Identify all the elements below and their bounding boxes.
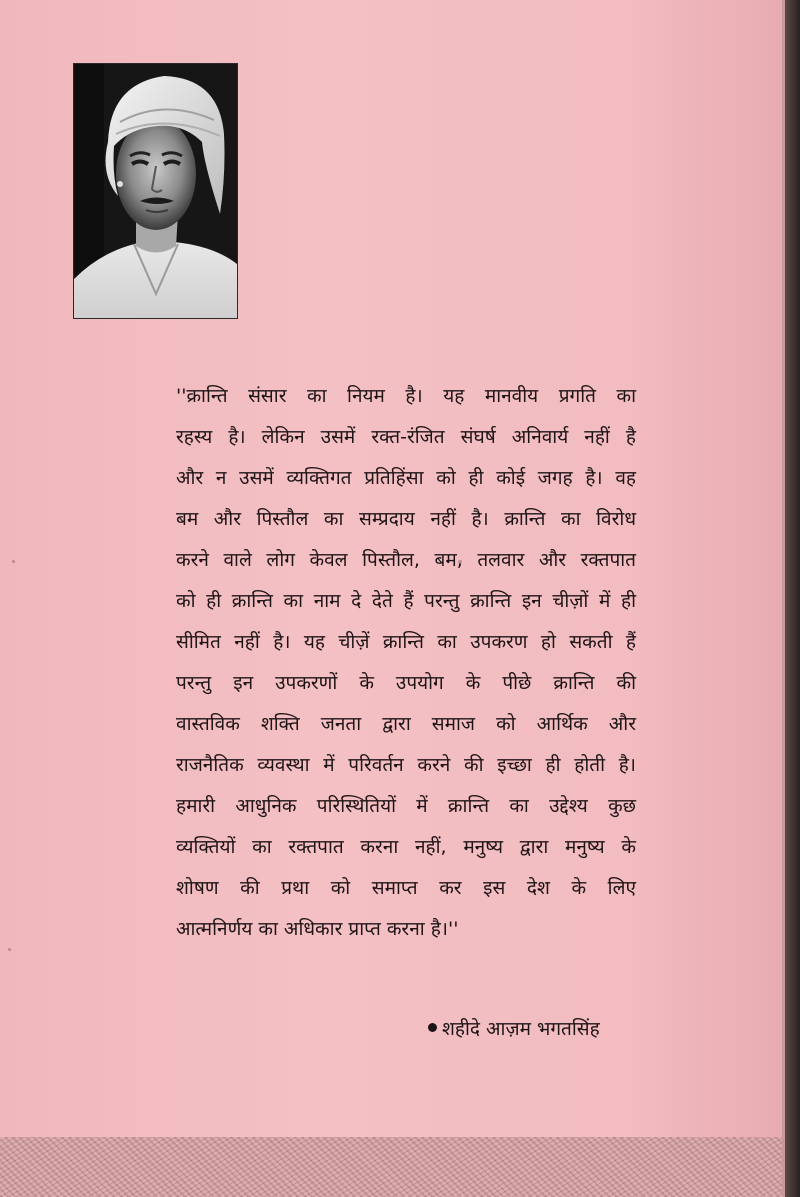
paper-speck (12, 560, 15, 563)
quote-line: शोषण की प्रथा को समाप्त कर इस देश के लिए (176, 877, 636, 899)
quote-line: आत्मनिर्णय का अधिकार प्राप्त करना है।'' (176, 918, 459, 940)
quote-line: रहस्य है। लेकिन उसमें रक्त-रंजित संघर्ष अनिवार्य नहीं है (176, 426, 636, 448)
quote-line: करने वाले लोग केवल पिस्तौल, बम, तलवार और रक्तपात (176, 549, 636, 571)
portrait-photo-icon (74, 64, 237, 318)
portrait-photo (74, 64, 237, 318)
quote-line: हमारी आधुनिक परिस्थितियों में क्रान्ति का उद्देश्य कुछ (176, 795, 636, 817)
quote-line: को ही क्रान्ति का नाम दे देते हैं परन्तु क्रान्ति इन चीज़ों में ही (176, 590, 636, 612)
quote-attribution (428, 1015, 600, 1041)
quote-line: राजनैतिक व्यवस्था में परिवर्तन करने की इच्छा ही होती है। (176, 754, 636, 776)
quote-line: परन्तु इन उपकरणों के उपयोग के पीछे क्रान्ति की (176, 672, 636, 694)
worn-cover-edge (0, 1137, 785, 1197)
quote-line: और न उसमें व्यक्तिगत प्रतिहिंसा को ही कोई जगह है। वह (176, 467, 636, 489)
quote-line: बम और पिस्तौल का सम्प्रदाय नहीं है। क्रान्ति का विरोध (176, 508, 636, 530)
paper-speck (8, 948, 11, 951)
quote-line: व्यक्तियों का रक्तपात करना नहीं, मनुष्य द्वारा मनुष्य के (176, 836, 636, 858)
attribution-name: शहीदे आज़म भगतसिंह (442, 1018, 600, 1040)
paper-speck (458, 560, 462, 564)
quote-text (176, 376, 636, 950)
quote-line: सीमित नहीं है। यह चीज़ें क्रान्ति का उपकरण हो सकती हैं (176, 631, 636, 653)
book-spine-edge (785, 0, 800, 1197)
quote-line: ''क्रान्ति संसार का नियम है। यह मानवीय प्रगति का (176, 385, 636, 407)
bullet-icon (428, 1023, 437, 1032)
quote-line: वास्तविक शक्ति जनता द्वारा समाज को आर्थिक और (176, 713, 636, 735)
